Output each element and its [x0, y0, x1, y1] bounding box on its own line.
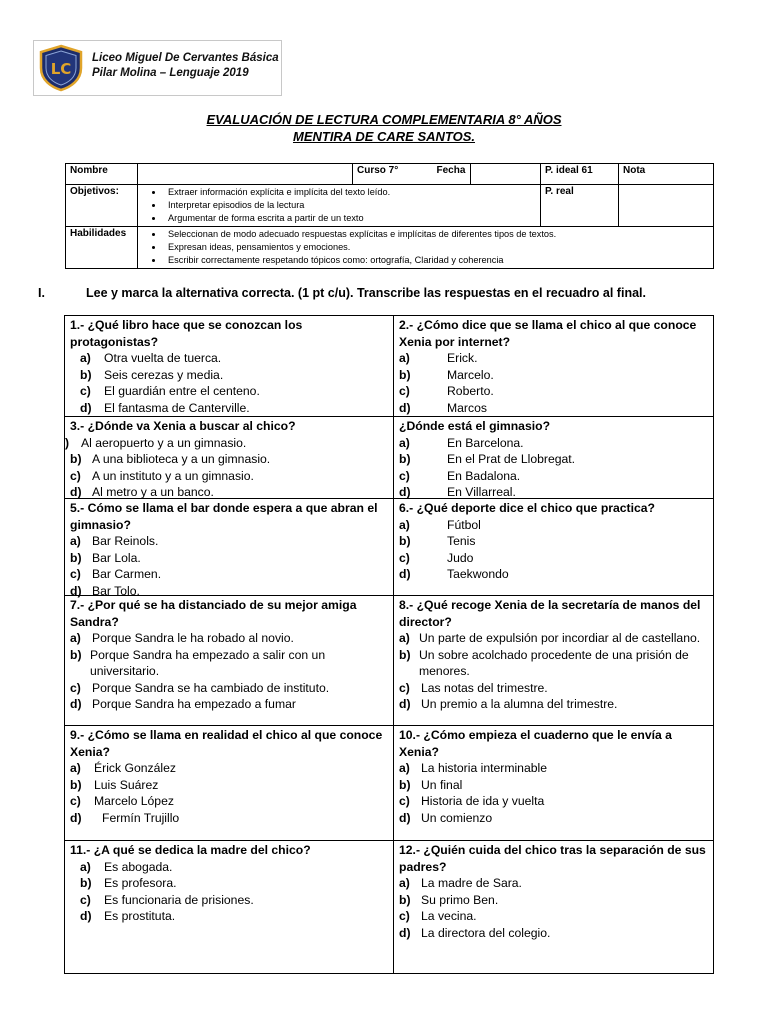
- question-5: [65, 499, 394, 596]
- question-text: 12.- ¿Quién cuida del chico tras la separación de sus padres?: [399, 843, 706, 874]
- option-d[interactable]: d) Al metro y a un banco.: [70, 485, 214, 499]
- questions-grid: [64, 315, 714, 974]
- exam-title-line2: MENTIRA DE CARE SANTOS.: [292, 129, 475, 144]
- school-logo-icon: [37, 44, 85, 92]
- option-c[interactable]: c) A un instituto y a un gimnasio.: [70, 468, 254, 483]
- option-b[interactable]: b) En el Prat de Llobregat.: [399, 452, 576, 466]
- nota-label: Nota: [619, 164, 714, 185]
- option-c[interactable]: c) Bar Carmen.: [70, 567, 162, 581]
- option-d[interactable]: d) Es prostituta.: [80, 909, 176, 923]
- option-b[interactable]: b) Un sobre acolchado procedente de una prisión de menores.: [399, 647, 689, 678]
- option-d[interactable]: d) Fermín Trujillo: [70, 810, 180, 825]
- question-text: 11.- ¿A qué se dedica la madre del chico?: [70, 843, 311, 857]
- exam-title-line1: EVALUACIÓN DE LECTURA COMPLEMENTARIA 8° AÑOS: [206, 112, 562, 127]
- question-text: 7.- ¿Por qué se ha distanciado de su mejor amiga Sandra?: [70, 598, 357, 629]
- question-11: [65, 841, 394, 973]
- habilidades-label: Habilidades: [66, 227, 138, 269]
- fecha-label: Fecha: [433, 164, 471, 185]
- question-7: [65, 596, 394, 726]
- question-1: [65, 316, 394, 417]
- fecha-field[interactable]: [471, 164, 541, 185]
- habilidad-item: • Expresan ideas, pensamientos y emociones.: [164, 241, 709, 254]
- habilidad-item: • Escribir correctamente respetando tópicos como: ortografía, Claridad y coherencia: [164, 254, 709, 267]
- option-a[interactable]: a) Fútbol: [399, 517, 481, 532]
- option-b[interactable]: b) Luis Suárez: [70, 777, 159, 792]
- objetivos-label: Objetivos:: [66, 185, 138, 227]
- option-b[interactable]: b) Porque Sandra ha empezado a salir con un universitario.: [70, 647, 326, 678]
- section-instruction: [38, 286, 738, 300]
- question-text: 8.- ¿Qué recoge Xenia de la secretaría de manos del director?: [399, 598, 701, 629]
- option-c[interactable]: c) En Badalona.: [399, 468, 521, 483]
- school-header: [33, 40, 282, 96]
- question-10: [394, 726, 714, 841]
- option-a[interactable]: a) En Barcelona.: [399, 435, 524, 450]
- option-a[interactable]: a) Otra vuelta de tuerca.: [80, 351, 222, 365]
- objetivo-item: • Extraer información explícita e implícita del texto leído.: [164, 186, 536, 199]
- puntaje-real-label: P. real: [541, 185, 619, 227]
- option-a[interactable]: a) La madre de Sara.: [399, 876, 522, 890]
- habilidad-item: • Seleccionan de modo adecuado respuestas explícitas e implícitas de diferentes tipos de textos.: [164, 228, 709, 241]
- option-a[interactable]: a) Porque Sandra le ha robado al novio.: [70, 631, 294, 645]
- option-d[interactable]: d) La directora del colegio.: [399, 925, 551, 940]
- option-c[interactable]: c) Es funcionaria de prisiones.: [80, 892, 254, 907]
- nombre-field[interactable]: [138, 164, 353, 185]
- option-b[interactable]: b) Tenis: [399, 534, 476, 548]
- option-b[interactable]: b) A una biblioteca y a un gimnasio.: [70, 452, 271, 466]
- option-c[interactable]: c) Marcelo López: [70, 794, 174, 808]
- option-b[interactable]: b) Un final: [399, 777, 463, 792]
- option-c[interactable]: c) La vecina.: [399, 909, 477, 923]
- option-a[interactable]: a) Erick.: [399, 351, 478, 365]
- option-d[interactable]: d) Un comienzo: [399, 810, 493, 825]
- option-d[interactable]: d) El fantasma de Canterville.: [80, 400, 250, 415]
- nota-field[interactable]: [619, 185, 714, 227]
- logo-text: LC: [50, 60, 72, 78]
- puntaje-ideal-label: P. ideal 61: [541, 164, 619, 185]
- habilidades-list: [138, 227, 714, 269]
- option-d[interactable]: d) Taekwondo: [399, 567, 509, 581]
- question-text: ¿Dónde está el gimnasio?: [399, 419, 551, 433]
- section-number: I.: [38, 286, 45, 300]
- option-d[interactable]: d) Un premio a la alumna del trimestre.: [399, 697, 618, 711]
- option-c[interactable]: c) Judo: [399, 550, 474, 565]
- option-c[interactable]: c) Las notas del trimestre.: [399, 680, 548, 695]
- option-d[interactable]: d) Porque Sandra ha empezado a fumar: [70, 697, 296, 711]
- question-6: [394, 499, 714, 596]
- question-text: 10.- ¿Cómo empieza el cuaderno que le envía a Xenia?: [399, 728, 672, 759]
- option-d[interactable]: d) En Villarreal.: [399, 485, 516, 499]
- option-a[interactable]: ) Al aeropuerto y a un gimnasio.: [65, 435, 247, 450]
- question-8: [394, 596, 714, 726]
- student-info-table: [65, 163, 714, 269]
- objetivos-list: [138, 185, 541, 227]
- option-c[interactable]: c) Roberto.: [399, 384, 494, 398]
- question-4: [394, 417, 714, 499]
- school-subtitle: Pilar Molina – Lenguaje 2019: [92, 67, 249, 79]
- option-d[interactable]: d) Marcos: [399, 400, 487, 415]
- question-text: 1.- ¿Qué libro hace que se conozcan los protagonistas?: [70, 318, 303, 349]
- option-b[interactable]: b) Su primo Ben.: [399, 892, 499, 907]
- option-a[interactable]: a) La historia interminable: [399, 761, 548, 775]
- question-12: [394, 841, 714, 973]
- option-a[interactable]: a) Érick González: [70, 761, 176, 775]
- option-b[interactable]: b) Es profesora.: [80, 876, 177, 890]
- option-c[interactable]: c) Historia de ida y vuelta: [399, 794, 545, 808]
- option-a[interactable]: a) Es abogada.: [80, 859, 173, 874]
- option-a[interactable]: a) Un parte de expulsión por incordiar al de castellano.: [399, 631, 701, 645]
- option-b[interactable]: b) Marcelo.: [399, 367, 494, 382]
- option-c[interactable]: c) El guardián entre el centeno.: [80, 384, 260, 398]
- option-b[interactable]: b) Seis cerezas y media.: [80, 367, 224, 382]
- question-text: 3.- ¿Dónde va Xenia a buscar al chico?: [70, 419, 296, 433]
- question-text: 9.- ¿Cómo se llama en realidad el chico al que conoce Xenia?: [70, 728, 383, 759]
- question-text: 2.- ¿Cómo dice que se llama el chico al que conoce Xenia por internet?: [399, 318, 697, 349]
- exam-title: [0, 111, 768, 145]
- school-name: Liceo Miguel De Cervantes Básica: [92, 52, 279, 64]
- curso-label: Curso 7°: [353, 164, 433, 185]
- option-d[interactable]: d) Bar Tolo.: [70, 583, 140, 598]
- option-a[interactable]: a) Bar Reinols.: [70, 534, 159, 548]
- option-c[interactable]: c) Porque Sandra se ha cambiado de instituto.: [70, 680, 330, 695]
- objetivo-item: • Interpretar episodios de la lectura: [164, 199, 536, 212]
- option-b[interactable]: b) Bar Lola.: [70, 550, 141, 565]
- question-2: [394, 316, 714, 417]
- section-text: Lee y marca la alternativa correcta. (1 pt c/u). Transcribe las respuestas en el recuadro al final.: [86, 286, 646, 300]
- question-text: 6.- ¿Qué deporte dice el chico que practica?: [399, 501, 656, 515]
- nombre-label: Nombre: [66, 164, 138, 185]
- objetivo-item: • Argumentar de forma escrita a partir de un texto: [164, 212, 536, 225]
- question-9: [65, 726, 394, 841]
- question-3: [65, 417, 394, 499]
- question-text: 5.- Cómo se llama el bar donde espera a que abran el gimnasio?: [70, 501, 378, 532]
